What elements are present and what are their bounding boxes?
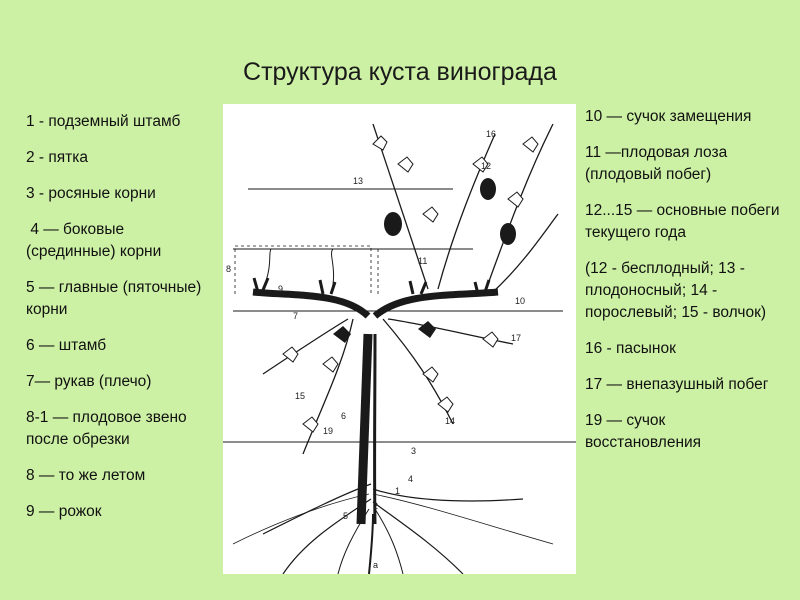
legend-item: 3 - росяные корни bbox=[26, 185, 156, 202]
legend-item: 19 — сучок восстановления bbox=[585, 412, 702, 451]
label-15: 15 bbox=[295, 391, 306, 401]
legend-item: 4 — боковые (срединные) корни bbox=[26, 221, 162, 260]
label-13: 13 bbox=[353, 176, 364, 186]
legend-item: 11 —плодовая лоза (плодовый побег) bbox=[585, 144, 728, 183]
legend-item: (12 - бесплодный; 13 - плодоносный; 14 - порослевый; 15 - волчок) bbox=[585, 260, 767, 321]
legend-item: 10 — сучок замещения bbox=[585, 108, 752, 125]
legend-item: 6 — штамб bbox=[26, 337, 107, 354]
label-14: 14 bbox=[445, 416, 456, 426]
legend-item: 17 — внепазушный побег bbox=[585, 376, 769, 393]
legend-item: 7— рукав (плечо) bbox=[26, 373, 152, 390]
legend-item: 12...15 — основные побеги текущего года bbox=[585, 202, 780, 241]
grapevine-drawing bbox=[223, 104, 576, 574]
grapevine-diagram bbox=[223, 104, 576, 574]
label-2: 2 bbox=[373, 501, 379, 511]
label-10: 10 bbox=[515, 296, 526, 306]
legend-item: 9 — рожок bbox=[26, 503, 102, 520]
label-7: 7 bbox=[293, 311, 299, 321]
label-5: 5 bbox=[343, 511, 349, 521]
label-4: 4 bbox=[408, 474, 414, 484]
label-9: 9 bbox=[278, 284, 284, 294]
label-12: 12 bbox=[481, 161, 492, 171]
label-3: 3 bbox=[411, 446, 417, 456]
legend-item: 8 — то же летом bbox=[26, 467, 146, 484]
label-19: 19 bbox=[323, 426, 334, 436]
label-1: 1 bbox=[395, 486, 401, 496]
legend-right bbox=[585, 106, 785, 468]
legend-item: 8-1 — плодовое звено после обрезки bbox=[26, 409, 187, 448]
label-17: 17 bbox=[511, 333, 522, 343]
legend-item: 5 — главные (пяточные) корни bbox=[26, 279, 202, 318]
label-8: 8 bbox=[226, 264, 232, 274]
label-6: 6 bbox=[341, 411, 347, 421]
legend-left bbox=[26, 111, 216, 537]
legend-item: 16 - пасынок bbox=[585, 340, 676, 357]
legend-item: 2 - пятка bbox=[26, 149, 89, 166]
figure-caption: а bbox=[373, 560, 379, 570]
page-title: Структура куста винограда bbox=[243, 58, 557, 86]
legend-item: 1 - подземный штамб bbox=[26, 113, 181, 130]
label-11: 11 bbox=[418, 256, 428, 266]
label-16: 16 bbox=[486, 129, 497, 139]
